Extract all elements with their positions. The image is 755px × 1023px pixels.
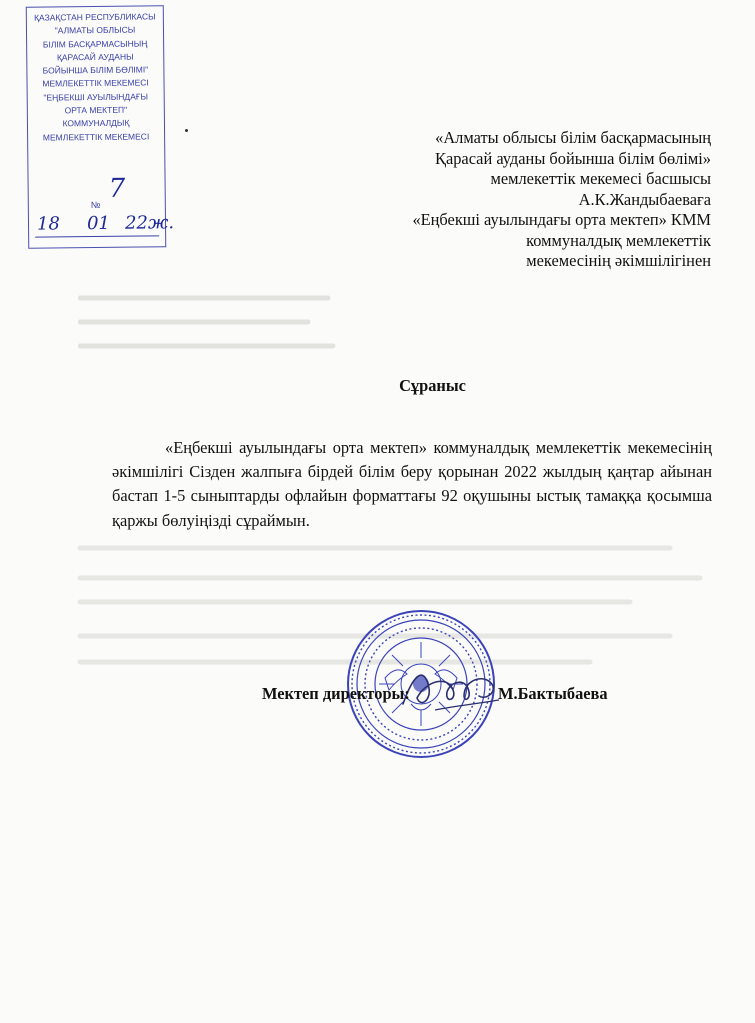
addressee-line: мекемесінің әкімшілігінен (526, 251, 711, 270)
registration-number: 7 (108, 173, 126, 204)
date-day: 18 (36, 213, 61, 235)
addressee-line: «Алматы облысы білім басқармасының (435, 128, 711, 147)
stamp-line: МЕМЛЕКЕТТІК МЕКЕМЕСІ (42, 131, 150, 143)
stamp-line: ҚАЗАҚСТАН РЕСПУБЛИКАСЫ (34, 11, 156, 23)
document-title: Сұраныс (399, 376, 466, 395)
addressee-line: мемлекеттік мекемесі басшысы (490, 169, 711, 188)
signatory-role: Мектеп директоры: (262, 684, 410, 703)
stamp-line: ОРТА МЕКТЕП" (64, 104, 128, 116)
stamp-date-row (29, 212, 175, 247)
addressee-block (291, 128, 711, 272)
stamp-line: БІЛІМ БАСҚАРМАСЫНЫҢ (42, 38, 148, 50)
addressee-line: А.К.Жандыбаеваға (578, 189, 711, 209)
stamp-line: БОЙЫНША БІЛІМ БӨЛІМІ" (42, 64, 149, 76)
stamp-line: КОММУНАЛДЫҚ (62, 118, 130, 129)
number-sign: № (90, 199, 101, 211)
stamp-line: ҚАРАСАЙ АУДАНЫ (56, 51, 134, 63)
addressee-line: Қарасай ауданы бойынша білім бөлімі» (435, 148, 711, 168)
handwritten-signature (395, 660, 505, 720)
date-year: 22ж. (124, 212, 175, 234)
signatory-name: М.Бактыбаева (498, 684, 608, 703)
request-paragraph: «Еңбекші ауылындағы орта мектеп» коммуналдық мемлекеттік мекемесінің әкімшілігі Сізден жалпыға бірдей білім беру қорынан 2022 жылдың қаңтар айынан бастап 1-5 сыныптарды офлайын форматтағы 92 оқушыны ыстық тамаққа қосымша қаржы бөлуіңізді сұраймын. (112, 438, 712, 530)
addressee-line: «Еңбекші ауылындағы орта мектеп» КММ (412, 210, 711, 229)
addressee-line: коммуналдық мемлекеттік (526, 230, 711, 250)
date-month: 01 (86, 212, 111, 235)
date-underline (35, 235, 159, 237)
bleed-through-lines (78, 292, 338, 352)
stray-mark (185, 129, 188, 132)
stamp-line: "АЛМАТЫ ОБЛЫСЫ (54, 24, 136, 36)
bleed-through-shadow (78, 292, 338, 352)
stamp-number-row (29, 173, 165, 213)
registration-stamp (26, 5, 175, 248)
stamp-line: МЕМЛЕКЕТТІК МЕКЕМЕСІ (42, 77, 149, 90)
stamp-line: "ЕҢБЕКШІ АУЫЛЫНДАҒЫ (43, 91, 149, 103)
